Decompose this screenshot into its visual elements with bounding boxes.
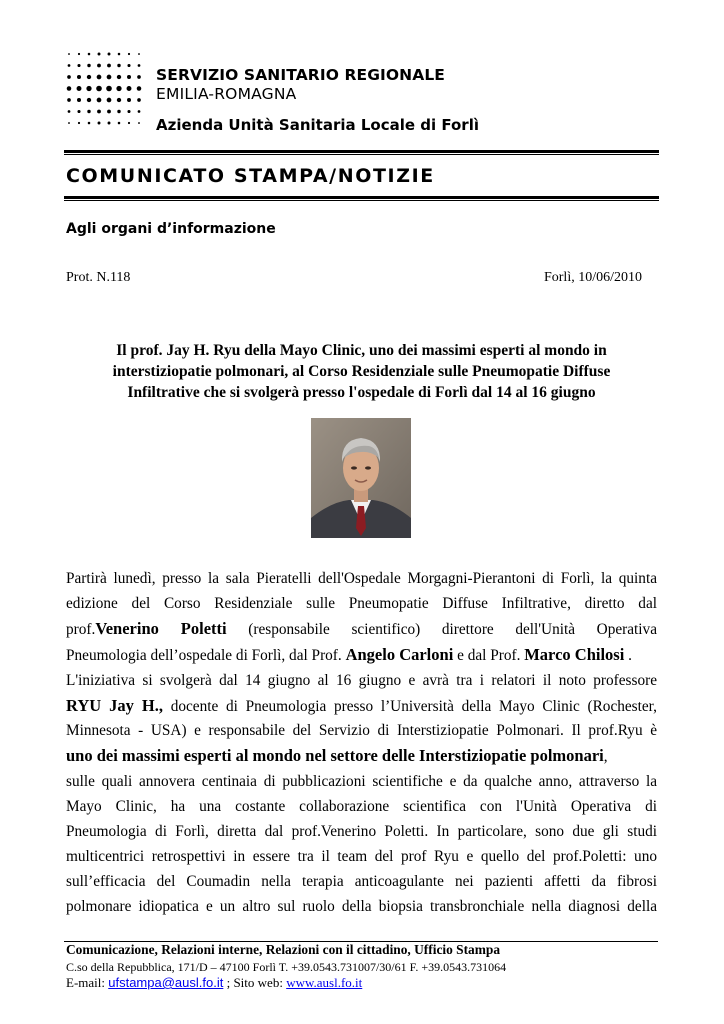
logo-dot xyxy=(97,98,102,103)
body-line xyxy=(66,643,657,669)
recipient-line: Agli organi d’informazione xyxy=(66,221,276,237)
logo-dot xyxy=(87,64,90,67)
logo-dot xyxy=(68,53,70,55)
logo-dot xyxy=(97,110,101,114)
logo-dot xyxy=(117,75,121,79)
logo-dot xyxy=(137,98,141,102)
footer-address: C.so della Repubblica, 171/D – 47100 Forlì T. +39.0543.731007/30/61 F. +39.0543.731064 xyxy=(66,960,507,974)
logo-dot xyxy=(128,53,130,55)
logo-dot xyxy=(138,110,141,113)
logo-dot xyxy=(67,86,72,91)
place-date: Forlì, 10/06/2010 xyxy=(543,270,642,285)
heading-top-rule xyxy=(64,150,659,153)
logo-dot xyxy=(77,110,80,113)
logo-dot xyxy=(77,98,81,102)
body-line xyxy=(66,694,657,720)
highlight-text: uno dei massimi esperti al mondo nel settore delle Interstiziopatie polmonari xyxy=(66,746,604,766)
logo-dot xyxy=(97,64,101,68)
logo-dot xyxy=(108,122,111,125)
body-text: (responsabile scientifico) direttore dell'Unità Operativa xyxy=(226,620,657,638)
email-link[interactable]: ufstampa@ausl.fo.it xyxy=(108,975,224,990)
logo-dot xyxy=(88,122,91,125)
protocol-number: Prot. N.118 xyxy=(66,270,131,285)
body-text: prof. xyxy=(66,620,96,638)
body-line: Minnesota - USA) e responsabile del Servizio di Interstiziopatie Polmonari. Il prof.Ryu è xyxy=(66,722,657,740)
logo-dot xyxy=(117,64,120,67)
heading-bottom-rule xyxy=(64,196,659,199)
title-line: Infiltrative che si svolgerà presso l'ospedale di Forlì dal 14 al 16 giugno xyxy=(127,384,596,401)
logo-line-1: SERVIZIO SANITARIO REGIONALE xyxy=(156,66,445,84)
portrait-photo xyxy=(311,418,411,538)
logo-dot xyxy=(128,122,130,124)
title-line: interstiziopatie polmonari, al Corso Residenziale sulle Pneumopatie Diffuse xyxy=(112,363,611,380)
logo-dot xyxy=(107,75,112,80)
title-line: Il prof. Jay H. Ryu della Mayo Clinic, uno dei massimi esperti al mondo in xyxy=(116,342,607,359)
logo-dot xyxy=(118,122,121,125)
logo-dot xyxy=(77,86,82,91)
article-body xyxy=(66,567,657,920)
body-text: . xyxy=(624,646,632,664)
body-line xyxy=(66,744,657,770)
body-line: L'iniziativa si svolgerà dal 14 giugno al 16 giugno e avrà tra i relatori il noto professore xyxy=(66,671,657,689)
logo-dot xyxy=(98,53,101,56)
logo-dot xyxy=(67,98,71,102)
logo-dot xyxy=(108,53,111,56)
logo-dot xyxy=(137,75,141,79)
logo-dot xyxy=(77,64,80,67)
logo-dot xyxy=(87,98,91,102)
logo-dot xyxy=(116,86,121,91)
logo-dot xyxy=(127,98,131,102)
logo-dot xyxy=(78,53,80,55)
logo-dot xyxy=(117,98,121,102)
email-label: E-mail: xyxy=(66,975,109,990)
logo-dot xyxy=(98,122,101,125)
name-ryu-jay: RYU Jay H., xyxy=(66,695,164,715)
logo-dot xyxy=(67,75,71,79)
body-line: sulle quali annovera centinaia di pubblicazioni scientifiche e da qualche anno, attraverso la xyxy=(66,773,657,791)
body-line: polmonare idiopatica e un altro sul ruolo della biopsia transbronchiale nella diagnosi della xyxy=(66,897,657,915)
logo-dot xyxy=(118,53,121,56)
logo-dot xyxy=(96,86,102,92)
logo-dot xyxy=(117,110,120,113)
logo-dot xyxy=(77,75,81,79)
page-title: COMUNICATO STAMPA/NOTIZIE xyxy=(66,165,435,187)
logo-dot xyxy=(107,64,111,68)
logo-dot xyxy=(68,122,70,124)
logo-dot xyxy=(87,110,90,113)
footer-contacts xyxy=(66,975,362,991)
portrait-illustration xyxy=(311,418,411,538)
logo-dot xyxy=(68,110,71,113)
name-venerino-poletti: Venerino Poletti xyxy=(95,618,227,638)
logo-dot xyxy=(107,98,112,103)
logo-dot xyxy=(127,86,132,91)
body-line xyxy=(66,617,657,643)
logo-dot xyxy=(138,64,141,67)
logo-dot xyxy=(88,53,91,56)
dot-grid-logo-icon xyxy=(64,48,144,132)
body-line: edizione del Corso Residenziale sulle Pneumopatie Diffuse Infiltrative, diretto dal xyxy=(66,594,657,612)
logo-dot xyxy=(106,86,112,92)
website-link[interactable]: www.ausl.fo.it xyxy=(286,975,363,990)
name-angelo-carloni: Angelo Carloni xyxy=(345,644,454,664)
logo-dot xyxy=(107,110,111,114)
body-text: docente di Pneumologia presso l’Università della Mayo Clinic (Rochester, xyxy=(163,697,657,715)
logo-dot xyxy=(138,122,140,124)
logo-dot xyxy=(78,122,80,124)
logo-dot xyxy=(138,53,140,55)
logo-dot xyxy=(97,75,102,80)
body-text: e dal Prof. xyxy=(453,646,525,664)
name-marco-chilosi: Marco Chilosi xyxy=(524,644,625,664)
footer-office: Comunicazione, Relazioni interne, Relazioni con il cittadino, Ufficio Stampa xyxy=(66,942,501,957)
body-line: sull’efficacia del Coumadin nella terapia anticoagulante nei pazienti affetti da fibrosi xyxy=(66,872,657,890)
logo-line-3: Azienda Unità Sanitaria Locale di Forlì xyxy=(156,116,479,134)
logo-dot xyxy=(127,75,131,79)
logo-text xyxy=(156,66,479,134)
body-text: Pneumologia dell’ospedale di Forlì, dal Prof. xyxy=(66,646,346,664)
body-line: Pneumologia di Forlì, diretta dal prof.Venerino Poletti. In particolare, sono due gli studi xyxy=(66,823,657,841)
logo-dot xyxy=(137,86,142,91)
article-title xyxy=(66,340,657,403)
web-label: ; Sito web: xyxy=(223,975,287,990)
logo-dot xyxy=(68,64,71,67)
logo-dot xyxy=(86,86,91,91)
logo xyxy=(64,48,484,132)
logo-dot xyxy=(127,110,130,113)
body-text: , xyxy=(603,748,608,766)
logo-line-2: EMILIA-ROMAGNA xyxy=(156,85,297,103)
logo-dot xyxy=(87,75,91,79)
body-line: multicentrici retrospettivi in essere tra il team del prof Ryu e quello del prof.Poletti: uno xyxy=(66,847,657,865)
body-line: Partirà lunedì, presso la sala Pieratelli dell'Ospedale Morgagni-Pierantoni di Forlì, la quinta xyxy=(66,570,657,587)
logo-dot xyxy=(127,64,130,67)
body-line: Mayo Clinic, ha una costante collaborazione scientifica con l'Unità Operativa di xyxy=(66,798,657,816)
